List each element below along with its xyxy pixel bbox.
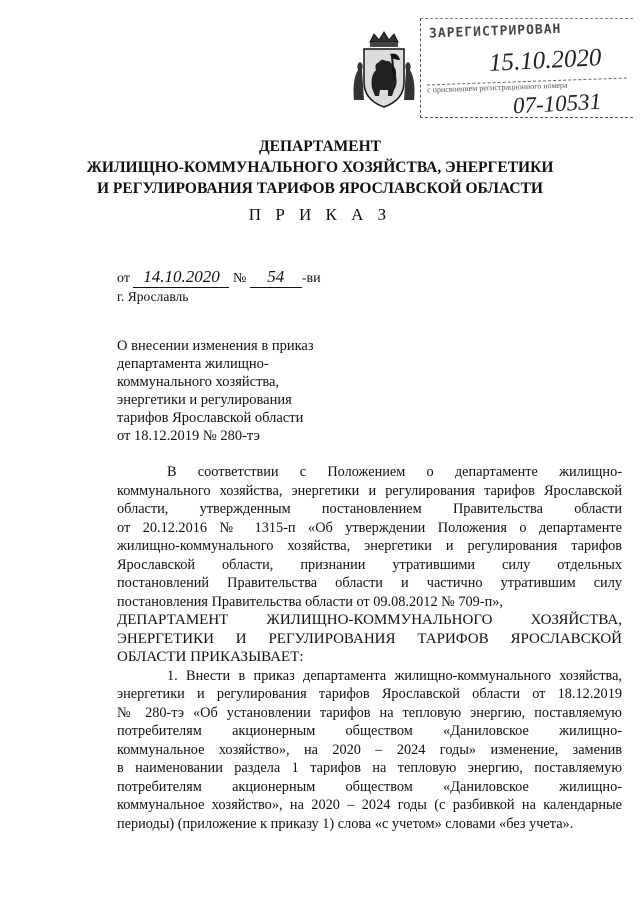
stamp-registration-label: с присвоением регистрационного номера: [427, 78, 627, 95]
preamble-line: В соответствии с Положением о департаменте жилищно-: [167, 464, 622, 480]
item1-line: энергетики и регулирования тарифов Ярославской области от 18.12.2019: [117, 686, 622, 702]
item1-line: потребителям акционерным обществом «Даниловское жилищно-: [117, 778, 622, 795]
preamble-line: постановления Правительства области от 09.08.2012 № 709-п»,: [117, 593, 503, 610]
order-subject: [117, 337, 347, 445]
preamble-line: коммунального хозяйства, энергетики и регулирования тарифов Ярославской: [117, 482, 622, 499]
stamp-registration-date: 15.10.2020: [488, 44, 603, 77]
preamble-line: от 20.12.2016 № 1315-п «Об утверждении Положения о департаменте: [117, 519, 622, 536]
item1-line: коммунальное хозяйство», на 2020 – 2024 годы» изменение, заменив: [117, 741, 622, 758]
order-date-number-line: [117, 267, 321, 288]
header-line-1: ДЕПАРТАМЕНТ: [258, 138, 382, 155]
item1-line: периоды) (приложение к приказу 1) слова «с учетом» словами «без учета».: [117, 815, 574, 832]
header-line-2: ЖИЛИЩНО-КОММУНАЛЬНОГО ХОЗЯЙСТВА, ЭНЕРГЕТИКИ: [86, 159, 554, 176]
subject-line: департамента жилищно-: [117, 356, 269, 372]
subject-line: коммунального хозяйства,: [117, 374, 280, 390]
subject-line: О внесении изменения в приказ: [117, 338, 314, 354]
subject-line: тарифов Ярославской области: [117, 410, 304, 426]
coat-of-arms-emblem: [352, 30, 416, 110]
stamp-title: ЗАРЕГИСТРИРОВАН: [428, 21, 562, 42]
subject-line: от 18.12.2019 № 280-тэ: [117, 428, 260, 444]
department-header: [0, 136, 640, 199]
item1-line: потребителям акционерным обществом «Даниловское жилищно-: [117, 723, 622, 739]
preamble-line: постановлений Правительства области и частично утратившим силу: [117, 575, 622, 591]
orders-line: ДЕПАРТАМЕНТ ЖИЛИЩНО-КОММУНАЛЬНОГО ХОЗЯЙСТВА,: [117, 612, 622, 628]
orders-line: ОБЛАСТИ ПРИКАЗЫВАЕТ:: [117, 649, 304, 665]
item1-line: 1. Внести в приказ департамента жилищно-коммунального хозяйства,: [167, 667, 622, 684]
order-from-label: от: [117, 271, 130, 286]
document-type-title: П Р И К А З: [248, 205, 392, 224]
item1-line: № 280-тэ «Об установлении тарифов на тепловую энергию, поставляемую: [117, 704, 622, 721]
preamble-line: области, утвержденным постановлением Правительства области: [117, 501, 622, 517]
preamble-line: Ярославской области, признании утратившими силу отдельных: [117, 556, 622, 573]
item1-line: коммунальное хозяйство», на 2020 – 2024 годы (с разбивкой на календарные: [117, 797, 622, 813]
registration-stamp: [420, 18, 633, 118]
order-number-label: №: [232, 271, 247, 286]
order-city: г. Ярославль: [117, 289, 189, 304]
subject-line: энергетики и регулирования: [117, 392, 292, 408]
order-number-suffix: -ви: [301, 271, 321, 286]
header-line-3: И РЕГУЛИРОВАНИЯ ТАРИФОВ ЯРОСЛАВСКОЙ ОБЛАСТИ: [97, 180, 543, 197]
stamp-registration-number: 07-10531: [512, 88, 602, 119]
preamble-line: жилищно-коммунального хозяйства, энергетики и регулирования тарифов: [117, 538, 622, 554]
order-date: 14.10.2020: [133, 267, 229, 288]
order-number: 54: [250, 267, 302, 288]
order-body: [117, 463, 622, 833]
item1-line: в наименовании раздела 1 тарифов на тепловую энергию, поставляемую: [117, 760, 622, 776]
orders-line: ЭНЕРГЕТИКИ И РЕГУЛИРОВАНИЯ ТАРИФОВ ЯРОСЛАВСКОЙ: [117, 630, 622, 647]
